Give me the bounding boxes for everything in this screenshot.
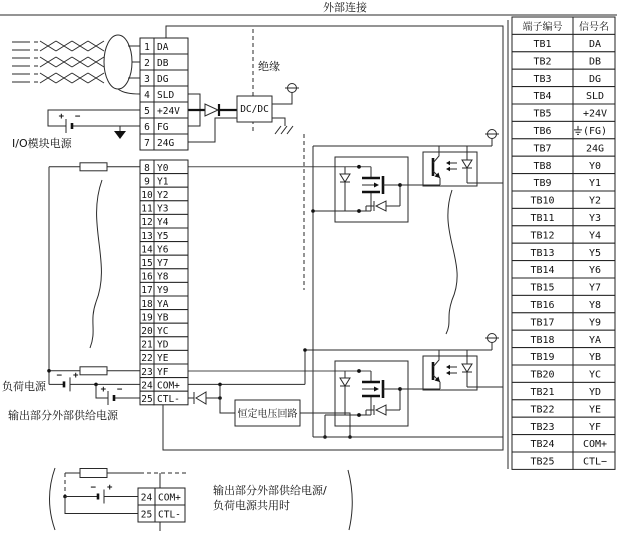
table-row bbox=[512, 313, 615, 330]
table-cell-signal: 24G bbox=[585, 143, 605, 155]
table-cell-terminal: TB19 bbox=[530, 352, 555, 364]
table-row bbox=[512, 295, 615, 312]
table-cell-terminal: TB18 bbox=[530, 334, 555, 346]
table-cell-terminal: TB22 bbox=[530, 404, 555, 416]
terminal-row bbox=[138, 505, 185, 522]
table-row bbox=[512, 348, 615, 365]
table-row bbox=[512, 34, 615, 51]
terminal-label: Y4 bbox=[157, 217, 169, 229]
terminal-label: YD bbox=[157, 339, 169, 351]
terminal-number: 14 bbox=[141, 244, 153, 256]
load-battery-plus: + bbox=[73, 371, 79, 381]
terminal-label: YB bbox=[157, 312, 169, 324]
table-row bbox=[512, 191, 615, 208]
terminal-number: 3 bbox=[144, 74, 150, 85]
io-power-label: I/O模块电源 bbox=[12, 137, 72, 150]
terminal-label: Y7 bbox=[157, 258, 169, 269]
terminal-row bbox=[140, 214, 188, 228]
terminal-number: 21 bbox=[141, 339, 153, 351]
fuse-icon bbox=[80, 163, 107, 171]
table-cell-signal: SLD bbox=[585, 91, 605, 103]
terminal-row bbox=[140, 296, 188, 310]
table-row bbox=[512, 121, 615, 138]
table-row bbox=[512, 452, 615, 469]
table-cell-signal: +24V bbox=[582, 108, 608, 120]
terminal-number: 25 bbox=[141, 394, 153, 405]
terminal-row bbox=[140, 323, 188, 337]
table-cell-signal: CTL− bbox=[582, 456, 608, 468]
terminal-row bbox=[140, 134, 188, 150]
terminal-number: 13 bbox=[141, 230, 153, 242]
terminal-number: 16 bbox=[141, 271, 153, 283]
terminal-row bbox=[140, 174, 188, 188]
io-battery-plus: + bbox=[58, 112, 64, 122]
table-header-signal: 信号名 bbox=[579, 22, 609, 33]
terminal-number: 24 bbox=[140, 492, 153, 504]
table-row bbox=[512, 87, 615, 104]
terminal-number: 15 bbox=[141, 258, 153, 269]
terminal-number: 6 bbox=[144, 122, 150, 133]
table-cell-signal: Y8 bbox=[588, 300, 602, 311]
ext-battery-minus: − bbox=[117, 385, 123, 395]
ext-supply-label: 输出部分外部供给电源 bbox=[8, 409, 118, 422]
terminal-row bbox=[140, 269, 188, 283]
table-header-terminal: 端子编号 bbox=[522, 22, 563, 33]
terminal-label: Y2 bbox=[157, 190, 169, 201]
terminal-row bbox=[140, 310, 188, 324]
terminal-number: 19 bbox=[141, 312, 153, 324]
terminal-row bbox=[140, 54, 188, 70]
load-battery-minus: − bbox=[56, 371, 62, 381]
table-cell-terminal: TB25 bbox=[530, 456, 555, 468]
terminal-row bbox=[140, 38, 188, 54]
table-cell-terminal: TB7 bbox=[533, 143, 552, 155]
terminal-row bbox=[140, 364, 188, 378]
terminal-row bbox=[140, 160, 188, 174]
table-cell-signal: Y6 bbox=[588, 265, 602, 277]
terminal-number: 1 bbox=[144, 42, 150, 53]
terminal-row bbox=[140, 70, 188, 86]
io-battery-minus: − bbox=[75, 112, 81, 122]
table-row bbox=[512, 156, 615, 173]
table-row bbox=[512, 417, 615, 434]
terminal-label: FG bbox=[157, 122, 169, 133]
shared-note-line1: 输出部分外部供给电源/ bbox=[213, 484, 327, 497]
table-row bbox=[512, 400, 615, 417]
table-cell-terminal: TB20 bbox=[530, 369, 555, 381]
terminal-row bbox=[140, 337, 188, 351]
terminal-label: CTL- bbox=[157, 394, 180, 405]
terminal-number: 10 bbox=[141, 190, 153, 201]
terminal-label: +24V bbox=[157, 106, 180, 117]
terminal-label: 24G bbox=[157, 138, 175, 149]
terminal-row bbox=[140, 378, 188, 392]
table-cell-signal: Y4 bbox=[588, 230, 602, 242]
terminal-label: YA bbox=[157, 298, 169, 310]
table-cell-signal: YB bbox=[588, 352, 602, 364]
terminal-label: Y0 bbox=[157, 162, 169, 174]
table-cell-terminal: TB14 bbox=[530, 265, 555, 277]
table-row bbox=[512, 226, 615, 243]
terminal-row bbox=[140, 242, 188, 256]
table-row bbox=[512, 208, 615, 225]
table-cell-signal: YC bbox=[588, 369, 602, 381]
terminal-label: Y8 bbox=[157, 271, 169, 283]
terminal-row bbox=[140, 228, 188, 242]
terminal-strip-top bbox=[140, 38, 188, 150]
page-title: 外部连接 bbox=[323, 1, 367, 14]
table-cell-signal: Y0 bbox=[588, 160, 602, 172]
table-cell-terminal: TB11 bbox=[530, 213, 555, 224]
table-cell-signal: DA bbox=[588, 39, 602, 50]
table-row bbox=[512, 435, 615, 452]
table-cell-terminal: TB2 bbox=[533, 56, 552, 68]
table-cell-signal: (FG) bbox=[582, 126, 608, 137]
terminal-row bbox=[140, 350, 188, 364]
table-row bbox=[512, 365, 615, 382]
terminal-label: DG bbox=[157, 74, 169, 85]
terminal-row bbox=[138, 488, 185, 505]
fuse-icon bbox=[80, 367, 107, 375]
ext-battery-plus: + bbox=[100, 385, 106, 395]
table-cell-terminal: TB3 bbox=[533, 73, 552, 85]
table-row bbox=[512, 278, 615, 295]
terminal-number: 2 bbox=[144, 58, 150, 69]
table-cell-terminal: TB16 bbox=[530, 300, 555, 311]
terminal-row bbox=[140, 118, 188, 134]
terminal-label: YF bbox=[157, 366, 169, 378]
table-cell-terminal: TB12 bbox=[530, 230, 555, 242]
table-cell-terminal: TB9 bbox=[533, 178, 552, 190]
terminal-label: DA bbox=[157, 42, 169, 53]
terminal-label: Y1 bbox=[157, 176, 169, 188]
table-cell-signal: Y3 bbox=[588, 213, 602, 224]
table-row bbox=[512, 69, 615, 86]
table-cell-signal: Y2 bbox=[588, 195, 602, 207]
terminal-label: CTL- bbox=[158, 509, 181, 521]
terminal-row bbox=[140, 102, 188, 118]
table-row bbox=[512, 174, 615, 191]
table-cell-signal: DG bbox=[588, 73, 602, 85]
terminal-number: 24 bbox=[141, 380, 153, 392]
terminal-label: YC bbox=[157, 326, 169, 337]
terminal-strip-bottom bbox=[138, 488, 185, 522]
table-cell-terminal: TB4 bbox=[533, 91, 552, 103]
table-cell-signal: Y9 bbox=[588, 317, 602, 329]
table-cell-terminal: TB23 bbox=[530, 421, 555, 433]
table-cell-terminal: TB17 bbox=[530, 317, 555, 329]
table-cell-signal: YA bbox=[588, 334, 602, 346]
terminal-label: DB bbox=[157, 58, 169, 69]
constant-voltage-label: 恒定电压回路 bbox=[237, 409, 298, 420]
terminal-number: 11 bbox=[141, 203, 153, 215]
table-cell-terminal: TB24 bbox=[530, 439, 555, 451]
table-cell-terminal: TB13 bbox=[530, 247, 555, 259]
table-cell-terminal: TB8 bbox=[533, 160, 552, 172]
fuse-icon bbox=[80, 469, 107, 478]
terminal-strip-main bbox=[140, 160, 188, 405]
table-row bbox=[512, 243, 615, 260]
terminal-number: 20 bbox=[141, 326, 153, 337]
terminal-label: Y9 bbox=[157, 285, 169, 297]
table-cell-signal: Y5 bbox=[588, 247, 602, 259]
terminal-number: 12 bbox=[141, 217, 153, 229]
load-power-label: 负荷电源 bbox=[2, 380, 46, 393]
table-row bbox=[512, 382, 615, 399]
table-row bbox=[512, 52, 615, 69]
terminal-row bbox=[140, 282, 188, 296]
shared-note-line2: 负荷电源共用时 bbox=[213, 499, 290, 512]
terminal-row bbox=[140, 201, 188, 215]
table-row bbox=[512, 139, 615, 156]
table-cell-terminal: TB5 bbox=[533, 108, 552, 120]
table-row bbox=[512, 104, 615, 121]
shared-battery-minus: − bbox=[90, 483, 96, 493]
terminal-number: 22 bbox=[141, 353, 153, 365]
terminal-row bbox=[140, 86, 188, 102]
insulation-label: 绝缘 bbox=[258, 60, 280, 73]
table-cell-signal: YD bbox=[588, 387, 602, 398]
shared-battery-plus: + bbox=[107, 483, 113, 493]
terminal-label: Y6 bbox=[157, 244, 169, 256]
terminal-number: 25 bbox=[140, 509, 153, 521]
terminal-label: Y5 bbox=[157, 230, 169, 242]
terminal-number: 17 bbox=[141, 285, 153, 297]
table-row bbox=[512, 330, 615, 347]
terminal-row bbox=[140, 255, 188, 269]
table-cell-signal: Y7 bbox=[588, 282, 602, 294]
table-cell-terminal: TB1 bbox=[533, 39, 552, 50]
dcdc-label: DC/DC bbox=[240, 104, 269, 115]
terminal-row bbox=[140, 187, 188, 201]
table-cell-signal: Y1 bbox=[588, 178, 602, 190]
table-cell-terminal: TB21 bbox=[530, 387, 555, 398]
terminal-number: 9 bbox=[144, 176, 150, 188]
terminal-number: 8 bbox=[144, 162, 150, 174]
terminal-label: SLD bbox=[157, 90, 175, 101]
terminal-label: COM+ bbox=[157, 380, 180, 392]
terminal-label: YE bbox=[157, 353, 169, 365]
terminal-number: 7 bbox=[144, 138, 150, 149]
terminal-number: 18 bbox=[141, 298, 153, 310]
table-cell-signal: YE bbox=[588, 404, 602, 416]
table-cell-signal: DB bbox=[588, 56, 602, 68]
terminal-row bbox=[140, 391, 188, 405]
terminal-label: COM+ bbox=[158, 492, 181, 504]
table-cell-signal: COM+ bbox=[582, 439, 608, 451]
table-cell-terminal: TB6 bbox=[533, 126, 552, 137]
signal-table bbox=[508, 17, 615, 469]
terminal-number: 5 bbox=[144, 106, 150, 117]
terminal-number: 23 bbox=[141, 366, 153, 378]
table-cell-terminal: TB10 bbox=[530, 195, 555, 207]
terminal-number: 4 bbox=[144, 90, 150, 101]
table-cell-terminal: TB15 bbox=[530, 282, 555, 294]
table-row bbox=[512, 261, 615, 278]
terminal-label: Y3 bbox=[157, 203, 169, 215]
table-cell-signal: YF bbox=[588, 421, 602, 433]
